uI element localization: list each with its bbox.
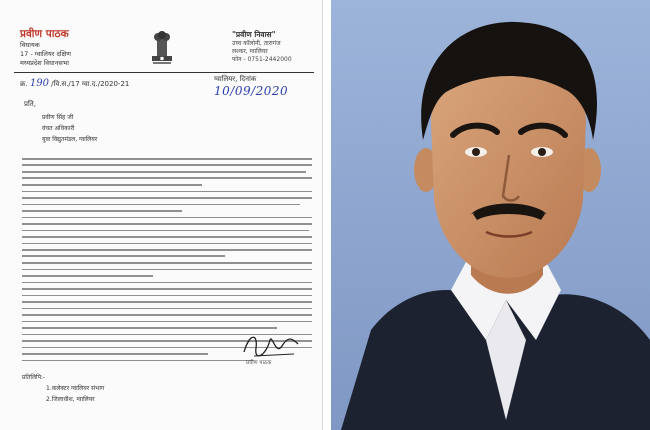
mla-name: प्रवीण पाठक [20, 28, 69, 40]
body-text-line [22, 223, 312, 225]
body-text-line [22, 308, 312, 310]
letterhead-left [20, 28, 120, 68]
body-text-line [22, 262, 312, 264]
body-text-line [22, 204, 300, 206]
portrait-illustration [331, 0, 650, 430]
body-text-line [22, 295, 312, 297]
letter-date: ग्वालियर, दिनांक 10/09/2020 [214, 75, 289, 98]
body-text-line [22, 353, 208, 355]
body-text-line [22, 158, 312, 160]
letterhead-divider [14, 72, 314, 73]
assembly: मध्यप्रदेश विधानसभा [20, 59, 69, 67]
body-text-line [22, 249, 312, 251]
body-text-line [22, 255, 225, 257]
body-text-line [22, 177, 312, 179]
reference-handwritten: 190 [29, 78, 49, 89]
body-text-line [22, 191, 312, 193]
body-text-line [22, 301, 312, 303]
phone-line: फोन - 0751-2442000 [232, 56, 292, 63]
body-text-line [22, 282, 312, 284]
designation: विधायक [20, 41, 40, 49]
state-emblem-icon [148, 30, 176, 66]
body-text-line [22, 184, 202, 186]
address-line: उच्च कॉलोनी, तारागंज [232, 40, 281, 47]
body-text-line [22, 236, 312, 238]
body-text-line [22, 275, 153, 277]
body-text-line [22, 288, 312, 290]
reference-number: क्र. 190 /वि.स./17 ग्वा.द./2020-21 [20, 78, 130, 89]
body-text-line [22, 171, 306, 173]
date-handwritten: 10/09/2020 [214, 84, 289, 98]
body-text-line [22, 210, 182, 212]
body-text-line [22, 314, 312, 316]
copy-to: प्रतिलिपि:- 1.कलेक्टर ग्वालियर संभाग 2.जिलाधीश, ग्वालियर [22, 374, 105, 403]
body-text-line [22, 164, 312, 166]
body-text-line [22, 321, 312, 323]
body-text-line [22, 360, 254, 362]
constituency: 17 - ग्वालियर दक्षिण [20, 50, 71, 58]
body-text-line [22, 230, 309, 232]
body-text-line [22, 269, 312, 271]
body-text-line [22, 197, 312, 199]
body-text-line [22, 243, 312, 245]
body-text-line [22, 217, 312, 219]
salutation: प्रति, [24, 100, 37, 108]
portrait-photo [331, 0, 650, 430]
recipient-address: प्रवीण सिंह जी वंचत अधिकारी युवा विद्युतमंडल, ग्वालियर [42, 114, 98, 143]
address-line: लश्कर, ग्वालियर [232, 48, 268, 55]
letterhead-right [232, 30, 318, 64]
letter-document [0, 0, 323, 430]
residence-name: "प्रवीण निवास" [232, 30, 276, 39]
signatory-name: प्रवीण पाठक [246, 360, 272, 366]
